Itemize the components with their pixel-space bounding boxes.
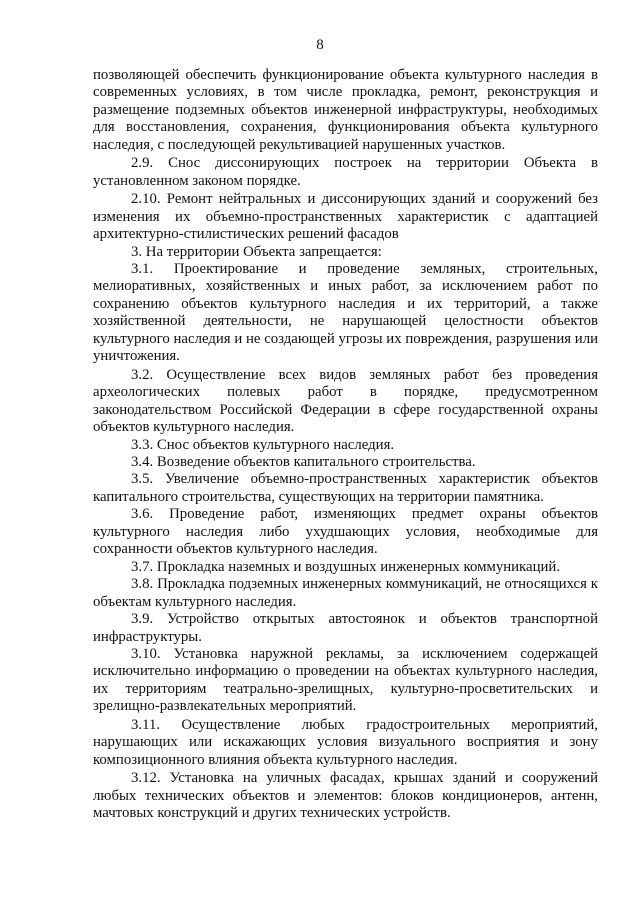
paragraph-continuation: позволяющей обеспечить функционирование объекта культурного наследия в современных условиях, в том числе прокладка, ремонт, реконструкция и размещение подземных объектов инженерной инфраструктуры, необходимых для восстановления, сохранения, функционирования объекта культурного наследия, с последующей рекультивацией нарушенных участков. bbox=[93, 67, 598, 153]
paragraph-3-5: 3.5. Увеличение объемно-пространственных характеристик объектов капитального строительства, существующих на территории памятника. bbox=[93, 471, 598, 505]
paragraph-3-6: 3.6. Проведение работ, изменяющих предмет охраны объектов культурного наследия либо ухудшающих условия, необходимые для сохранности объектов культурного наследия. bbox=[93, 506, 598, 558]
paragraph-2-9: 2.9. Снос диссонирующих построек на территории Объекта в установленном законом порядке. bbox=[93, 155, 598, 189]
paragraph-3-4: 3.4. Возведение объектов капитального строительства. bbox=[131, 453, 476, 470]
paragraph-3-10: 3.10. Установка наружной рекламы, за исключением содержащей исключительно информацию о проведении на объектах культурного наследия, их территориям театрально-зрелищных, культурно-просветительских и зрелищно-развлекательных мероприятий. bbox=[93, 645, 598, 715]
paragraph-3-1: 3.1. Проектирование и проведение земляных, строительных, мелиоративных, хозяйственных и иных работ, за исключением работ по сохранению объектов культурного наследия и их территорий, а также хозяйственной деятельности, не нарушающей целостности объектов культурного наследия и не создающей угрозы их повреждения, разрушения или уничтожения. bbox=[93, 260, 598, 365]
page-number: 8 bbox=[316, 37, 324, 53]
paragraph-3-8: 3.8. Прокладка подземных инженерных коммуникаций, не относящихся к объектам культурного наследия. bbox=[93, 576, 598, 610]
paragraph-3: 3. На территории Объекта запрещается: bbox=[131, 243, 382, 260]
paragraph-3-7: 3.7. Прокладка наземных и воздушных инженерных коммуникаций. bbox=[131, 558, 561, 575]
document-body bbox=[93, 67, 598, 822]
paragraph-3-12: 3.12. Установка на уличных фасадах, крышах зданий и сооружений любых технических объектов и элементов: блоков кондиционеров, антенн, мачтовых конструкций и других технических устройств. bbox=[93, 770, 598, 822]
paragraph-3-3: 3.3. Снос объектов культурного наследия. bbox=[131, 436, 395, 453]
paragraph-3-9: 3.9. Устройство открытых автостоянок и объектов транспортной инфраструктуры. bbox=[93, 611, 598, 645]
paragraph-2-10: 2.10. Ремонт нейтральных и диссонирующих зданий и сооружений без изменения их объемно-пространственных характеристик с адаптацией архитектурно-стилистических решений фасадов bbox=[93, 191, 598, 243]
paragraph-3-2: 3.2. Осуществление всех видов земляных работ без проведения археологических полевых работ в порядке, предусмотренном законодательством Российской Федерации в сфере государственной охраны объектов культурного наследия. bbox=[93, 366, 598, 436]
paragraph-3-11: 3.11. Осуществление любых градостроительных мероприятий, нарушающих или искажающих условия визуального восприятия и зону композиционного влияния объекта культурного наследия. bbox=[93, 716, 598, 768]
